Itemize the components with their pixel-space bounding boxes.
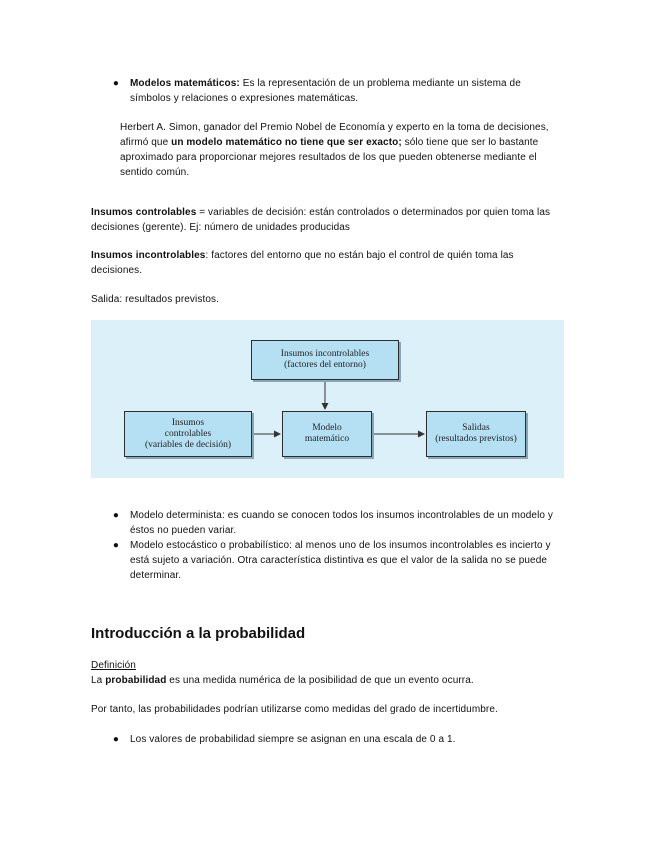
definition-rest: es una medida numérica de la posibilidad de que un evento ocurra. — [166, 675, 474, 686]
probability-bullets — [112, 732, 560, 747]
definition-label: Definición — [91, 660, 136, 671]
list-item — [112, 508, 560, 538]
math-model-box — [282, 411, 372, 457]
models-line2: símbolos y relaciones o expresiones matemáticas. — [130, 93, 359, 104]
definition-term: probabilidad — [105, 675, 167, 686]
list-item — [112, 732, 560, 747]
bullet-icon: ● — [112, 510, 120, 521]
bullet-icon: ● — [112, 734, 120, 745]
simon-paragraph — [120, 120, 565, 180]
controllable-inputs-box — [124, 411, 252, 457]
box-label: Salidas — [462, 423, 490, 433]
box-label: Insumos incontrolables — [280, 349, 370, 359]
uncontrollable-inputs-paragraph — [91, 248, 561, 278]
model-deterministic-text: Modelo determinista: es cuando se conocen todos los insumos incontrolables de un modelo y éstos no pueden variar. — [130, 510, 554, 536]
list-item — [112, 76, 570, 106]
output-paragraph: Salida: resultados previstos. — [91, 294, 219, 305]
models-term: Modelos matemáticos: — [130, 78, 240, 89]
models-line1: Es la representación de un problema mediante un sistema de — [239, 78, 521, 89]
model-types-list — [112, 508, 560, 583]
simon-text-2: sólo tiene que ser lo bastante aproximado para proporcionar mejores resultados de los que pueden obtenerse mediante el sentido común. — [120, 137, 539, 178]
controllable-term: Insumos controlables — [91, 207, 197, 218]
definition-paragraph — [91, 673, 561, 688]
list-item — [112, 538, 560, 583]
controllable-inputs-paragraph — [91, 205, 561, 235]
outputs-box — [426, 411, 526, 457]
box-label: Insumos — [171, 417, 205, 428]
box-label: controlables — [164, 428, 212, 439]
definition-prefix: La — [91, 675, 106, 686]
models-bullet-list — [112, 76, 570, 106]
controllable-text: = variables de decisión: están controlados o determinados por quien toma las decisiones (gerente). Ej: número de unidades producidas — [91, 207, 551, 233]
box-label: Modelo — [312, 423, 342, 433]
bullet-icon: ● — [112, 78, 120, 89]
uncontrollable-term: Insumos incontrolables — [91, 250, 206, 261]
box-label: matemático — [304, 434, 350, 444]
bullet-icon: ● — [112, 540, 120, 551]
simon-text-1: Herbert A. Simon, ganador del Premio Nobel de Economía y experto en la toma de decisiones, afirmó que — [120, 122, 549, 148]
probability-heading: Introducción a la probabilidad — [91, 625, 306, 642]
model-stochastic-text: Modelo estocástico o probabilístico: al menos uno de los insumos incontrolables es incierto y está sujeto a variación. Otra característica distintiva es que el valor de la salida no se puede determinar. — [130, 540, 551, 581]
box-sublabel: (resultados previstos) — [435, 434, 517, 444]
simon-bold: un modelo matemático no tiene que ser exacto; — [171, 137, 402, 148]
uncontrollable-inputs-box — [251, 340, 399, 380]
probability-scale-text: Los valores de probabilidad siempre se asignan en una escala de 0 a 1. — [130, 734, 456, 745]
model-diagram — [91, 320, 564, 478]
box-sublabel: (factores del entorno) — [284, 360, 366, 370]
uncontrollable-text: : factores del entorno que no están bajo el control de quién toma las decisiones. — [91, 250, 514, 276]
box-sublabel: (variables de decisión) — [145, 439, 231, 450]
uncertainty-paragraph: Por tanto, las probabilidades podrían utilizarse como medidas del grado de incertidumbre. — [91, 704, 498, 715]
